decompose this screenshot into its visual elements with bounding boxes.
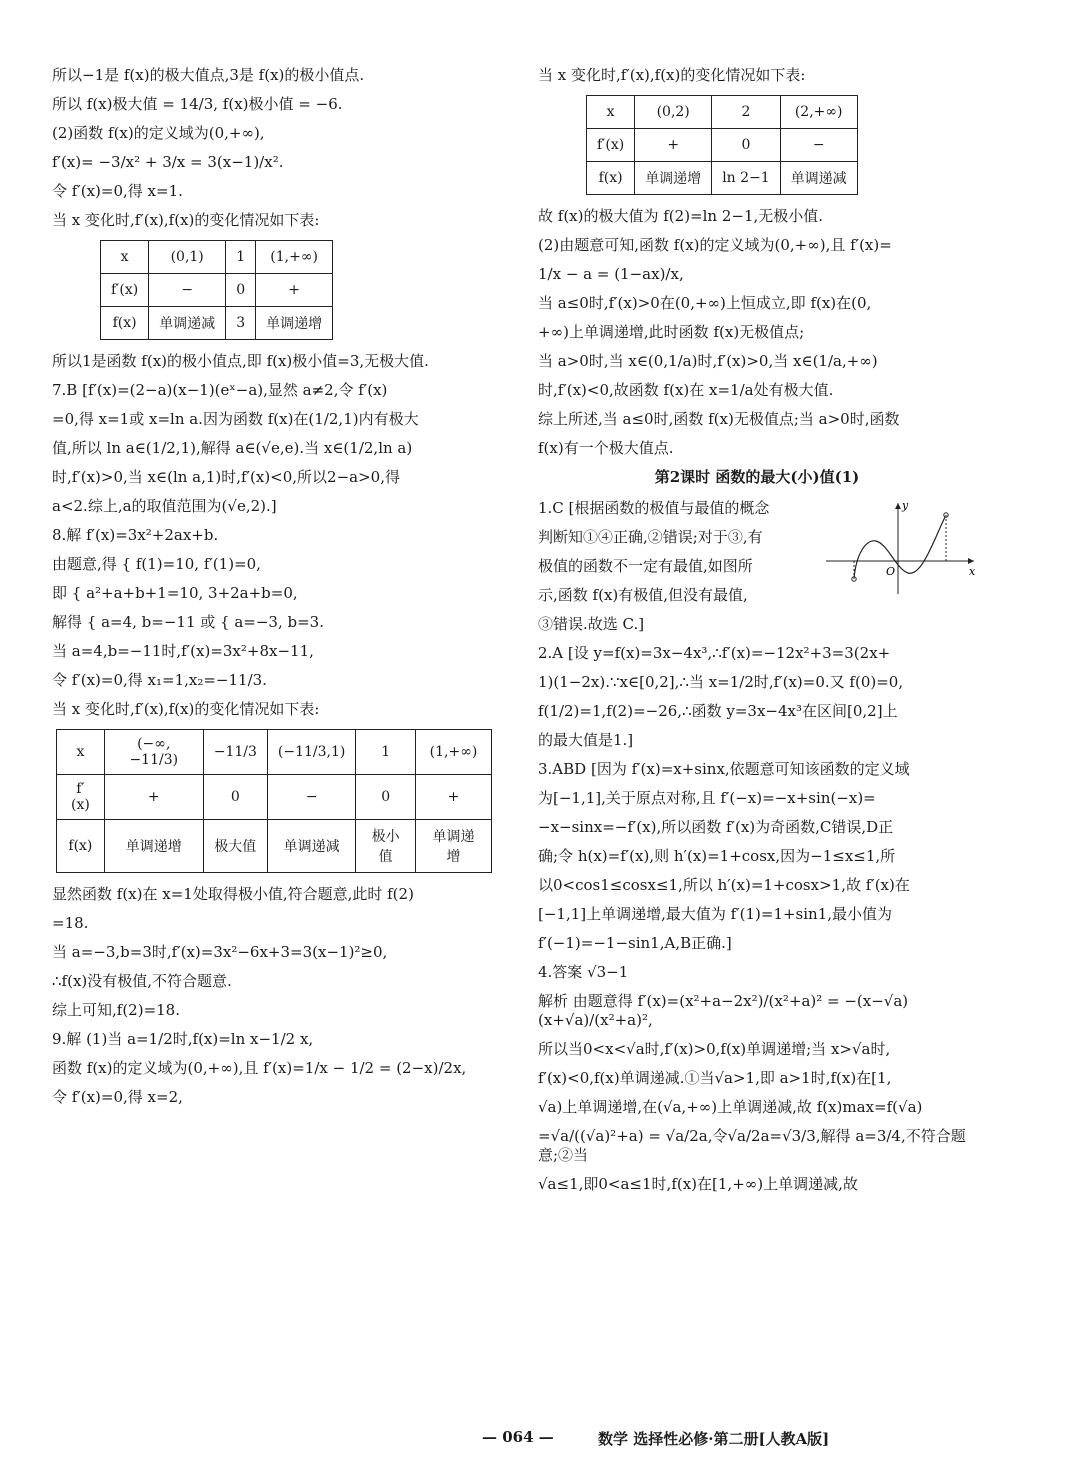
y-axis-label: y	[902, 499, 909, 512]
text-line: 函数 f(x)的定义域为(0,+∞),且 f′(x)=1/x − 1/2 = (2−x)/2x,	[52, 1059, 467, 1077]
table-cell: 2	[712, 96, 781, 129]
table-cell: x	[587, 96, 635, 129]
table-cell: 单调递减	[149, 307, 226, 340]
x-axis-label: x	[969, 565, 976, 578]
function-curve	[854, 515, 946, 579]
text-line: 综上可知,f(2)=18.	[52, 1001, 180, 1019]
text-line: 2.A [设 y=f(x)=3x−4x³,∴f′(x)=−12x²+3=3(2x+	[538, 644, 891, 662]
table-cell: 0	[712, 129, 781, 162]
text-line: (2)函数 f(x)的定义域为(0,+∞),	[52, 124, 265, 142]
text-line: 9.解 (1)当 a=1/2时,f(x)=ln x−1/2 x,	[52, 1030, 314, 1048]
table-cell: +	[256, 274, 333, 307]
text-line: a<2.综上,a的取值范围为(√e,2).]	[52, 497, 277, 515]
text-line: =18.	[52, 914, 89, 932]
right-column	[538, 66, 976, 1204]
table-row	[57, 820, 492, 873]
table-cell: 0	[226, 274, 256, 307]
text-line: ③错误.故选 C.]	[538, 615, 645, 633]
text-line: 当 x 变化时,f′(x),f(x)的变化情况如下表:	[52, 211, 320, 229]
text-line: f′(x)<0,f(x)单调递减.①当√a>1,即 a>1时,f(x)在[1,	[538, 1069, 892, 1087]
text-line: f(x)有一个极大值点.	[538, 439, 674, 457]
text-line: 即 { a²+a+b+1=10, 3+2a+b=0,	[52, 584, 298, 602]
table-cell: 0	[356, 775, 416, 820]
text-line: −x−sinx=−f′(x),所以函数 f′(x)为奇函数,C错误,D正	[538, 818, 894, 836]
text-line: f′(−1)=−1−sin1,A,B正确.]	[538, 934, 732, 952]
table-cell: 极小值	[356, 820, 416, 873]
text-line: 综上所述,当 a≤0时,函数 f(x)无极值点;当 a>0时,函数	[538, 410, 900, 428]
text-line: 当 a>0时,当 x∈(0,1/a)时,f′(x)>0,当 x∈(1/a,+∞)	[538, 352, 878, 370]
text-line: f′(x)= −3/x² + 3/x = 3(x−1)/x².	[52, 153, 284, 171]
text-line: 4.答案 √3−1	[538, 963, 629, 981]
text-line: 显然函数 f(x)在 x=1处取得极小值,符合题意,此时 f(2)	[52, 885, 414, 903]
text-line: 由题意,得 { f(1)=10, f′(1)=0,	[52, 555, 261, 573]
text-line: √a≤1,即0<a≤1时,f(x)在[1,+∞)上单调递减,故	[538, 1175, 858, 1193]
table-cell: (0,1)	[149, 241, 226, 274]
origin-label: O	[886, 565, 896, 578]
function-graph-figure	[826, 499, 976, 594]
table-row	[587, 129, 858, 162]
table-cell: 单调递增	[104, 820, 203, 873]
text-line: 3.ABD [因为 f′(x)=x+sinx,依题意可知该函数的定义域	[538, 760, 910, 778]
text-line: 为[−1,1],关于原点对称,且 f′(−x)=−x+sin(−x)=	[538, 789, 876, 807]
table-cell: 单调递减	[780, 162, 857, 195]
text-line: =√a/((√a)²+a) = √a/2a,令√a/2a=√3/3,解得 a=3/4,不符合题意;②当	[538, 1127, 966, 1164]
table-cell: (2,+∞)	[780, 96, 857, 129]
table-cell: −11/3	[203, 730, 267, 775]
table-cell: ln 2−1	[712, 162, 781, 195]
text-line: 当 a=−3,b=3时,f′(x)=3x²−6x+3=3(x−1)²≥0,	[52, 943, 388, 961]
variation-table-3	[586, 95, 858, 195]
table-cell: f′(x)	[57, 775, 105, 820]
table-cell: x	[57, 730, 105, 775]
section-heading: 第2课时 函数的最大(小)值(1)	[654, 468, 860, 486]
table-cell: −	[780, 129, 857, 162]
text-line: 以0<cos1≤cosx≤1,所以 h′(x)=1+cosx>1,故 f′(x)在	[538, 876, 910, 894]
table-cell: +	[104, 775, 203, 820]
table-cell: (−∞,−11/3)	[104, 730, 203, 775]
text-line: 解得 { a=4, b=−11 或 { a=−3, b=3.	[52, 613, 324, 631]
page-number: — 064 —	[482, 1428, 554, 1446]
text-line: 所以当0<x<√a时,f′(x)>0,f(x)单调递增;当 x>√a时,	[538, 1040, 891, 1058]
table-row	[57, 775, 492, 820]
text-line: 时,f′(x)<0,故函数 f(x)在 x=1/a处有极大值.	[538, 381, 834, 399]
book-title: 数学 选择性必修·第二册[人教A版]	[598, 1430, 830, 1448]
table-cell: 1	[356, 730, 416, 775]
table-row	[587, 162, 858, 195]
text-line: 当 a≤0时,f′(x)>0在(0,+∞)上恒成立,即 f(x)在(0,	[538, 294, 872, 312]
table-cell: −	[149, 274, 226, 307]
table-cell: (0,2)	[635, 96, 712, 129]
text-line: +∞)上单调递增,此时函数 f(x)无极值点;	[538, 323, 805, 341]
table-cell: 1	[226, 241, 256, 274]
table-cell: (1,+∞)	[415, 730, 491, 775]
text-line: √a)上单调递增,在(√a,+∞)上单调递减,故 f(x)max=f(√a)	[538, 1098, 923, 1116]
table-row	[101, 307, 333, 340]
table-cell: (1,+∞)	[256, 241, 333, 274]
text-line: [−1,1]上单调递增,最大值为 f′(1)=1+sin1,最小值为	[538, 905, 893, 923]
text-line: 所以 f(x)极大值 = 14/3, f(x)极小值 = −6.	[52, 95, 343, 113]
x-axis-arrow	[968, 558, 974, 564]
text-line: 令 f′(x)=0,得 x=1.	[52, 182, 183, 200]
question-1-block	[538, 499, 976, 634]
text-line: 确;令 h(x)=f′(x),则 h′(x)=1+cosx,因为−1≤x≤1,所	[538, 847, 896, 865]
table-cell: 0	[203, 775, 267, 820]
text-line: 7.B [f′(x)=(2−a)(x−1)(eˣ−a),显然 a≠2,令 f′(x)	[52, 381, 388, 399]
table-cell: f′(x)	[101, 274, 149, 307]
text-line: 所以1是函数 f(x)的极小值点,即 f(x)极小值=3,无极大值.	[52, 352, 429, 370]
table-cell: 单调递减	[267, 820, 355, 873]
text-line: ∴f(x)没有极值,不符合题意.	[52, 972, 232, 990]
text-line: 故 f(x)的极大值为 f(2)=ln 2−1,无极小值.	[538, 207, 824, 225]
table-row	[587, 96, 858, 129]
table-row	[57, 730, 492, 775]
table-cell: f(x)	[587, 162, 635, 195]
table-cell: 单调递增	[415, 820, 491, 873]
table-cell: f′(x)	[587, 129, 635, 162]
table-row	[101, 241, 333, 274]
text-line: 所以−1是 f(x)的极大值点,3是 f(x)的极小值点.	[52, 66, 365, 84]
y-axis-arrow	[895, 503, 901, 509]
text-line: 当 x 变化时,f′(x),f(x)的变化情况如下表:	[538, 66, 806, 84]
table-row	[101, 274, 333, 307]
text-line: 1)(1−2x).∵x∈[0,2],∴当 x=1/2时,f′(x)=0.又 f(0)=0,	[538, 673, 904, 691]
table-cell: +	[415, 775, 491, 820]
table-cell: f(x)	[57, 820, 105, 873]
text-line: 值,所以 ln a∈(1/2,1),解得 a∈(√e,e).当 x∈(1/2,ln a)	[52, 439, 413, 457]
table-cell: f(x)	[101, 307, 149, 340]
text-line: 8.解 f′(x)=3x²+2ax+b.	[52, 526, 219, 544]
text-line: 当 x 变化时,f′(x),f(x)的变化情况如下表:	[52, 700, 320, 718]
variation-table-2	[56, 729, 492, 873]
text-line: 1/x − a = (1−ax)/x,	[538, 265, 684, 283]
text-line: 令 f′(x)=0,得 x=2,	[52, 1088, 183, 1106]
text-line: 的最大值是1.]	[538, 731, 634, 749]
table-cell: 极大值	[203, 820, 267, 873]
table-cell: −	[267, 775, 355, 820]
table-cell: 单调递增	[635, 162, 712, 195]
text-line: 解析 由题意得 f′(x)=(x²+a−2x²)/(x²+a)² = −(x−√a)(x+√a)/(x²+a)²,	[538, 992, 909, 1029]
text-line: 当 a=4,b=−11时,f′(x)=3x²+8x−11,	[52, 642, 314, 660]
text-line: =0,得 x=1或 x=ln a.因为函数 f(x)在(1/2,1)内有极大	[52, 410, 419, 428]
table-cell: 单调递增	[256, 307, 333, 340]
table-cell: x	[101, 241, 149, 274]
table-cell: 3	[226, 307, 256, 340]
text-line: 时,f′(x)>0,当 x∈(ln a,1)时,f′(x)<0,所以2−a>0,得	[52, 468, 400, 486]
text-line: 判断知①④正确,②错误;对于③,有	[538, 528, 763, 546]
text-line: f(1/2)=1,f(2)=−26,∴函数 y=3x−4x³在区间[0,2]上	[538, 702, 898, 720]
text-line: (2)由题意可知,函数 f(x)的定义域为(0,+∞),且 f′(x)=	[538, 236, 892, 254]
table-cell: (−11/3,1)	[267, 730, 355, 775]
text-line: 1.C [根据函数的极值与最值的概念	[538, 499, 770, 517]
text-line: 示,函数 f(x)有极值,但没有最值,	[538, 586, 748, 604]
table-cell: +	[635, 129, 712, 162]
text-line: 令 f′(x)=0,得 x₁=1,x₂=−11/3.	[52, 671, 267, 689]
variation-table-1	[100, 240, 333, 340]
text-line: 极值的函数不一定有最值,如图所	[538, 557, 753, 575]
left-column	[52, 66, 492, 1117]
